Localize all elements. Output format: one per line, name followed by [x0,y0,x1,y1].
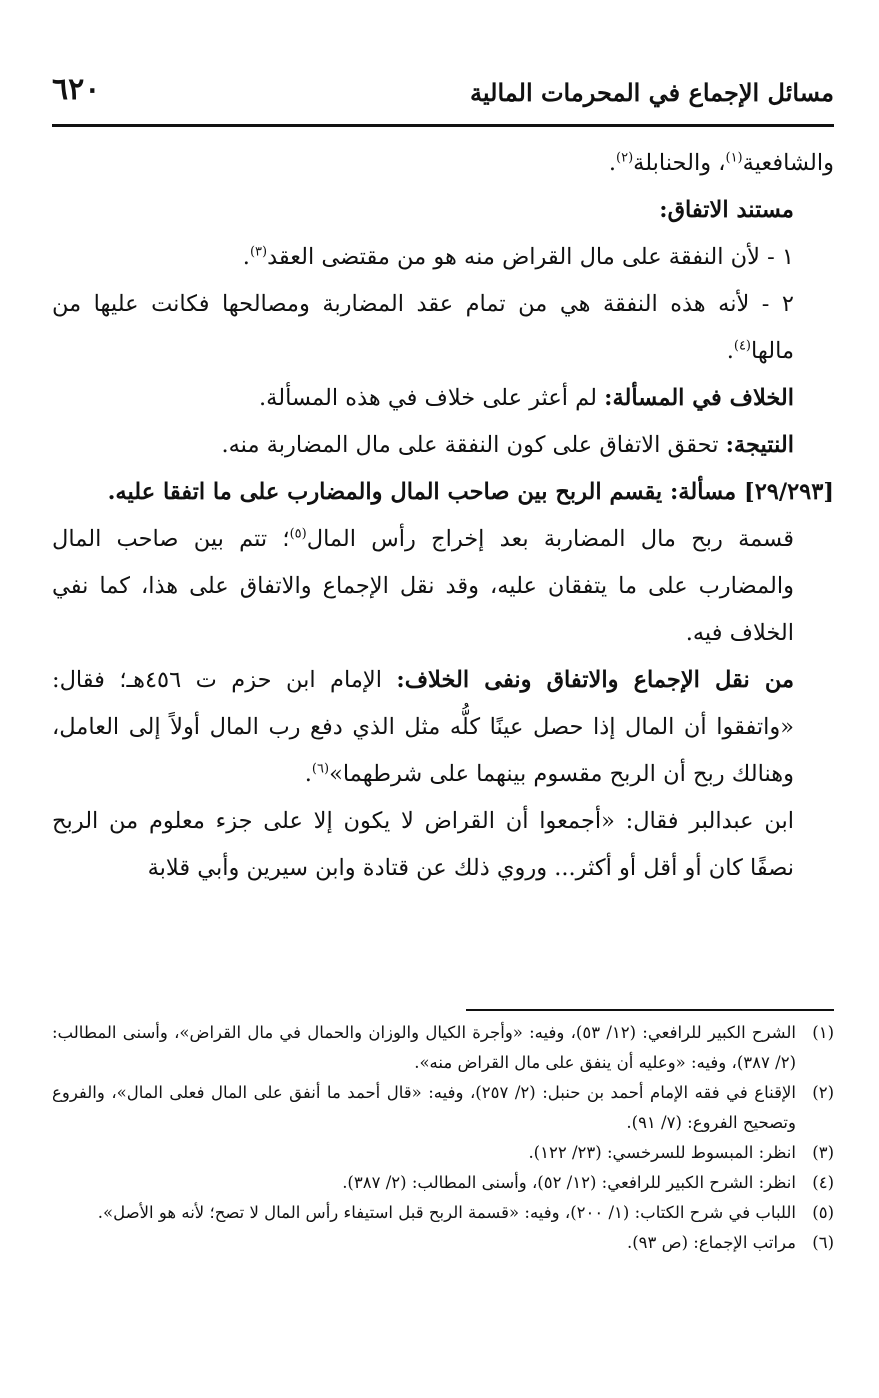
text-span: والشافعية [742,150,834,176]
footnote-1 [52,1018,834,1078]
text-span: . [726,338,734,364]
footnote-3 [52,1138,834,1168]
footnote-number: (٣) [812,1143,834,1162]
text-span: ٢ - لأنه هذه النفقة هي من تمام عقد المضاربة ومصالحها فكانت عليها من مالها [52,291,794,364]
bold-label: من نقل الإجماع والاتفاق ونفى الخلاف: [396,667,794,693]
text-span: ١ - لأن النفقة على مال القراض منه هو من مقتضى العقد [267,244,794,270]
running-title: مسائل الإجماع في المحرمات المالية [470,78,834,107]
footnote-text: انظر: الشرح الكبير للرافعي: (١٢/ ٥٢)، وأسنى المطالب: (٢/ ٣٨٧). [342,1173,796,1192]
footnote-number: (٢) [812,1083,834,1102]
paragraph-4 [52,281,834,375]
issue-heading [52,469,834,516]
text-span: الإمام ابن حزم ت ٤٥٦هـ؛ فقال: «واتفقوا أن المال إذا حصل عينًا كلُّه مثل الذي دفع رب المال أولاً إلى العامل، وهنالك ربح أن الربح مقسوم بينهما على شرطهما» [52,667,794,787]
bold-label: النتيجة: [725,432,794,458]
footnote-ref-4: (٤) [733,338,751,354]
issue-title: مسألة: يقسم الربح بين صاحب المال والمضارب على ما اتفقا عليه. [107,479,745,505]
page-number: ٦٢٠ [52,72,101,107]
footnote-ref-3: (٣) [249,244,268,260]
paragraph-5 [52,375,834,422]
footnote-ref-6: (٦) [311,761,330,777]
footnote-6 [52,1228,834,1258]
paragraph-9 [52,657,834,798]
footnote-ref-2: (٢) [616,150,634,166]
header-rule [52,124,834,127]
footnote-5 [52,1198,834,1228]
footnote-4 [52,1168,834,1198]
main-text [52,140,834,892]
footnote-text: الإقناع في فقه الإمام أحمد بن حنبل: (٢/ ٢٥٧)، وفيه: «قال أحمد ما أنفق على المال فعلى المال»، والفروع وتصحيح الفروع: (٧/ ٩١). [52,1083,796,1132]
footnote-text: الشرح الكبير للرافعي: (١٢/ ٥٣)، وفيه: «وأجرة الكيال والوزان والحمال في مال القراض»، وأسنى المطالب: (٢/ ٣٨٧)، وفيه: «وعليه أن ينفق على مال القراض منه». [52,1023,796,1072]
text-span: ابن عبدالبر فقال: «أجمعوا أن القراض لا يكون إلا على جزء معلوم من الربح نصفًا كان أو أقل أو أكثر... وروي ذلك عن قتادة وابن سيرين وأبي قلابة [52,808,794,881]
page-header [52,72,834,116]
footnote-separator [466,1009,834,1011]
section-heading: مستند الاتفاق: [659,197,794,223]
footnote-ref-5: (٥) [289,526,307,542]
footnote-ref-1: (١) [725,150,743,166]
footnote-number: (١) [812,1023,834,1042]
bold-label: الخلاف في المسألة: [604,385,794,411]
text-span: ، والحنابلة [633,150,726,176]
text-span: ؛ تتم بين صاحب المال والمضارب على ما يتفقان عليه، وقد نقل الإجماع والاتفاق على هذا، كما نفي الخلاف فيه. [52,526,794,646]
footnote-number: (٥) [812,1203,834,1222]
text-span: تحقق الاتفاق على كون النفقة على مال المضاربة منه. [221,432,726,458]
footnotes [52,1018,834,1258]
text-span: . [242,244,250,270]
text-span: لم أعثر على خلاف في هذه المسألة. [259,385,605,411]
footnote-text: اللباب في شرح الكتاب: (١/ ٢٠٠)، وفيه: «قسمة الربح قبل استيفاء رأس المال لا تصح؛ لأنه هو الأصل». [97,1203,796,1222]
paragraph-3 [52,234,834,281]
paragraph-1 [52,140,834,187]
issue-number: [٢٩/٢٩٣] [744,479,834,505]
paragraph-10 [52,798,834,892]
paragraph-8 [52,516,834,657]
text-span: قسمة ربح مال المضاربة بعد إخراج رأس المال [306,526,794,552]
paragraph-6 [52,422,834,469]
footnote-number: (٤) [812,1173,834,1192]
text-span: . [304,761,312,787]
footnote-number: (٦) [812,1233,834,1252]
footnote-text: انظر: المبسوط للسرخسي: (٢٣/ ١٢٢). [528,1143,796,1162]
paragraph-2 [52,187,834,234]
footnote-text: مراتب الإجماع: (ص ٩٣). [626,1233,796,1252]
text-span: . [608,150,616,176]
footnote-2 [52,1078,834,1138]
